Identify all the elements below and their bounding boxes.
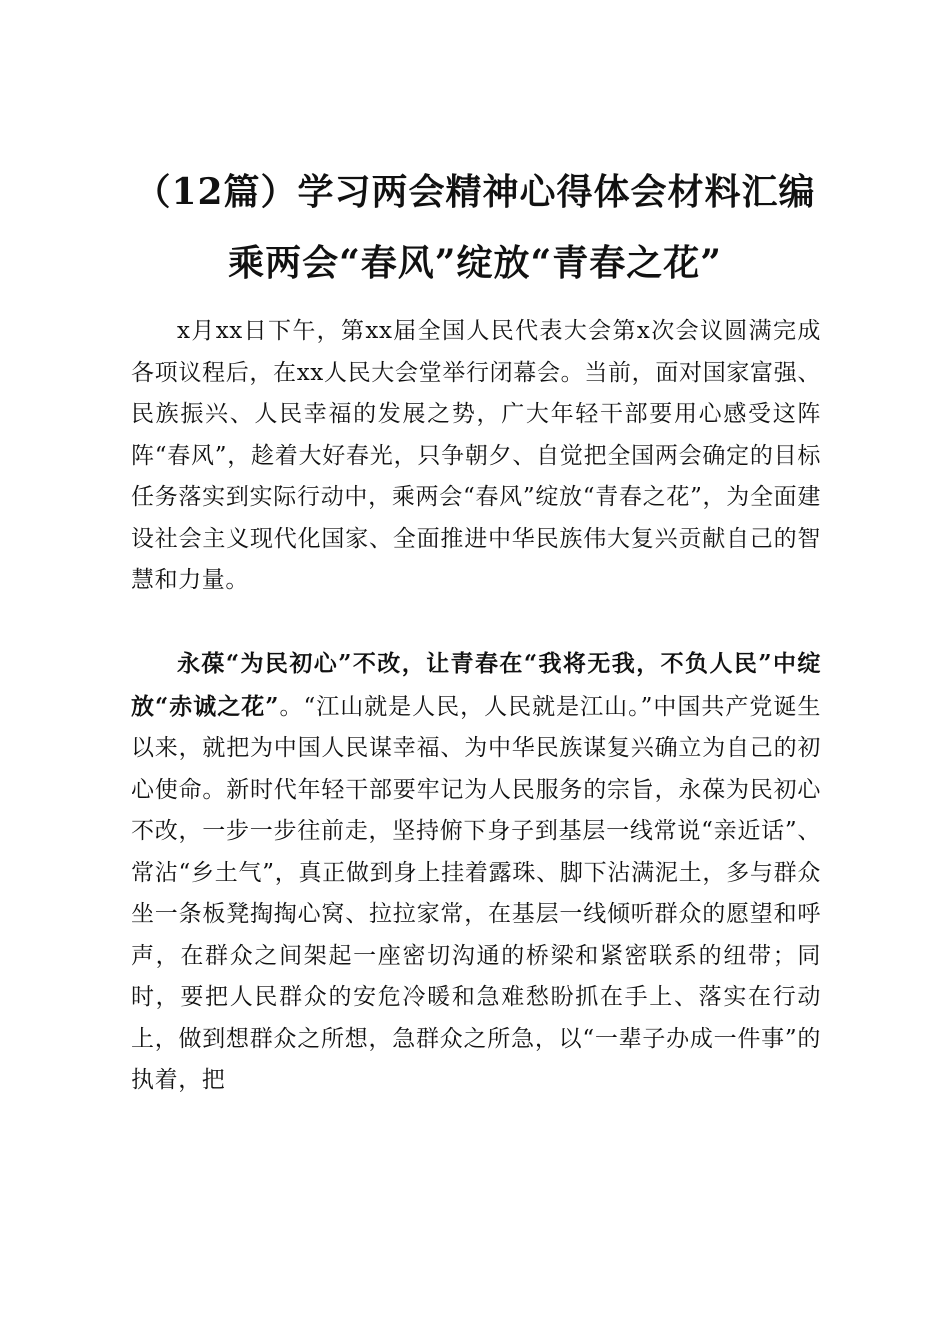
document-title: （12篇）学习两会精神心得体会材料汇编: [134, 171, 816, 213]
document-subtitle: 乘两会“春风”绽放“青春之花”: [228, 242, 722, 284]
intro-paragraph: x月xx日下午，第xx届全国人民代表大会第x次会议圆满完成各项议程后，在xx人民大会堂举行闭幕会。当前，面对国家富强、民族振兴、人民幸福的发展之势，广大年轻干部要用心感受这阵阵“春风”，趁着大好春光，只争朝夕、自觉把全国两会确定的目标任务落实到实际行动中，乘两会“春风”绽放“青春之花”，为全面建设社会主义现代化国家、全面推进中华民族伟大复兴贡献自己的智慧和力量。: [131, 318, 821, 593]
section-1-heading: 永葆“为民初心”不改，让青春在“我将无我，不负人民”中绽放“赤诚之花”: [131, 650, 821, 720]
section-1-paragraph: [131, 643, 821, 1102]
section-1-body: 。“江山就是人民，人民就是江山。”中国共产党诞生以来，就把为中国人民谋幸福、为中华民族谋复兴确立为自己的初心使命。新时代年轻干部要牢记为人民服务的宗旨，永葆为民初心不改，一步一步往前走，坚持俯下身子到基层一线常说“亲近话”、常沾“乡土气”，真正做到身上挂着露珠、脚下沾满泥土，多与群众坐一条板凳掏掏心窝、拉拉家常，在基层一线倾听群众的愿望和呼声，在群众之间架起一座密切沟通的桥梁和紧密联系的纽带；同时，要把人民群众的安危冷暖和急难愁盼抓在手上、落实在行动上，做到想群众之所想，急群众之所急，以“一辈子办成一件事”的执着，把: [131, 693, 821, 1093]
